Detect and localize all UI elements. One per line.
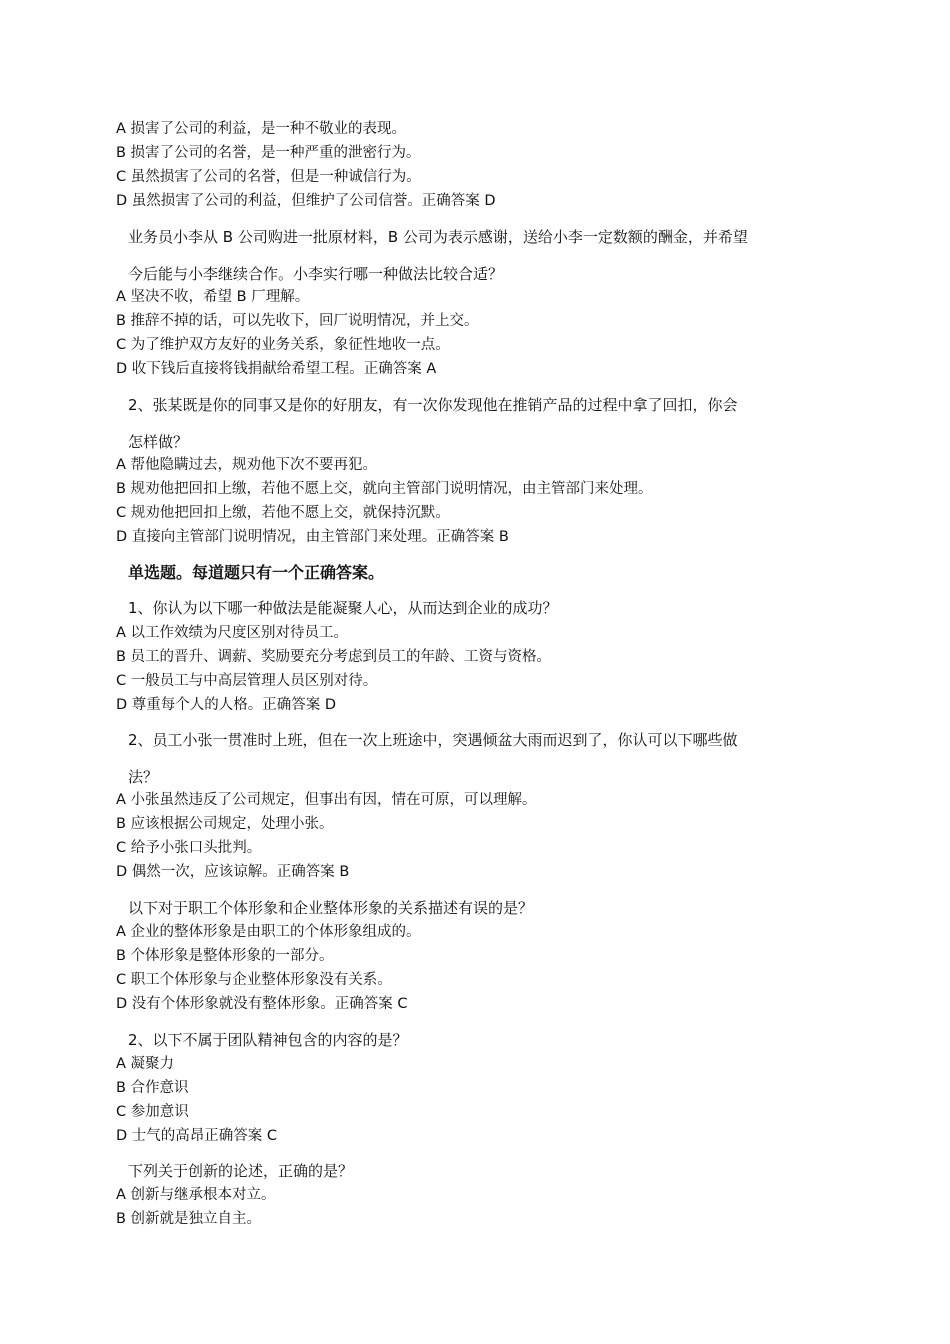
option-b: B 员工的晋升、调薪、奖励要充分考虑到员工的年龄、工资与资格。 [116,649,552,665]
option-b: B 创新就是独立自主。 [116,1211,262,1227]
option-a: A 帮他隐瞒过去，规劝他下次不要再犯。 [116,457,378,473]
option-a: A 企业的整体形象是由职工的个体形象组成的。 [116,924,421,940]
option-c: C 规劝他把回扣上缴，若他不愿上交，就保持沉默。 [116,505,450,521]
option-a: A 坚决不收，希望 B 厂理解。 [116,289,310,305]
option-b: B 合作意识 [116,1080,189,1096]
option-c: C 职工个体形象与企业整体形象没有关系。 [116,972,392,988]
question-text: 以下对于职工个体形象和企业整体形象的关系描述有误的是？ [128,899,534,917]
option-a: A 凝聚力 [116,1056,175,1072]
option-c: C 虽然损害了公司的名誉，但是一种诚信行为。 [116,169,421,185]
question-text-continued: 法？ [128,768,159,786]
option-c: C 给予小张口头批判。 [116,840,262,856]
option-a: A 创新与继承根本对立。 [116,1187,276,1203]
question-text-continued: 今后能与小李继续合作。小李实行哪一种做法比较合适？ [128,265,504,283]
option-b: B 推辞不掉的话，可以先收下，回厂说明情况，并上交。 [116,313,479,329]
option-d-answer: D 偶然一次，应该谅解。正确答案 B [116,864,350,880]
option-a: A 小张虽然违反了公司规定，但事出有因，情在可原，可以理解。 [116,792,537,808]
option-b: B 损害了公司的名誉，是一种严重的泄密行为。 [116,145,421,161]
question-text-continued: 怎样做？ [128,433,189,451]
option-d-answer: D 直接向主管部门说明情况，由主管部门来处理。正确答案 B [116,529,509,545]
question-text: 2、张某既是你的同事又是你的好朋友，有一次你发现他在推销产品的过程中拿了回扣，你会 [128,396,738,414]
option-a: A 损害了公司的利益，是一种不敬业的表现。 [116,121,407,137]
section-heading: 单选题。每道题只有一个正确答案。 [128,563,385,582]
option-d-answer: D 士气的高昂正确答案 C [116,1128,278,1144]
question-text: 2、员工小张一贯准时上班，但在一次上班途中，突遇倾盆大雨而迟到了，你认可以下哪些做 [128,731,738,749]
option-b: B 个体形象是整体形象的一部分。 [116,948,334,964]
option-c: C 一般员工与中高层管理人员区别对待。 [116,673,378,689]
option-d-answer: D 尊重每个人的人格。正确答案 D [116,697,337,713]
question-text: 1、你认为以下哪一种做法是能凝聚人心，从而达到企业的成功？ [128,599,558,617]
option-d-answer: D 没有个体形象就没有整体形象。正确答案 C [116,996,408,1012]
option-d-answer: D 虽然损害了公司的利益，但维护了公司信誉。正确答案 D [116,193,496,209]
question-text: 业务员小李从 B 公司购进一批原材料，B 公司为表示感谢，送给小李一定数额的酬金，并希望 [128,228,748,246]
question-text: 2、以下不属于团队精神包含的内容的是？ [128,1031,408,1049]
option-c: C 参加意识 [116,1104,189,1120]
option-c: C 为了维护双方友好的业务关系，象征性地收一点。 [116,337,450,353]
question-text: 下列关于创新的论述，正确的是？ [128,1162,354,1180]
option-b: B 应该根据公司规定，处理小张。 [116,816,334,832]
option-d-answer: D 收下钱后直接将钱捐献给希望工程。正确答案 A [116,361,437,377]
option-a: A 以工作效绩为尺度区别对待员工。 [116,625,349,641]
option-b: B 规劝他把回扣上缴，若他不愿上交，就向主管部门说明情况，由主管部门来处理。 [116,481,653,497]
